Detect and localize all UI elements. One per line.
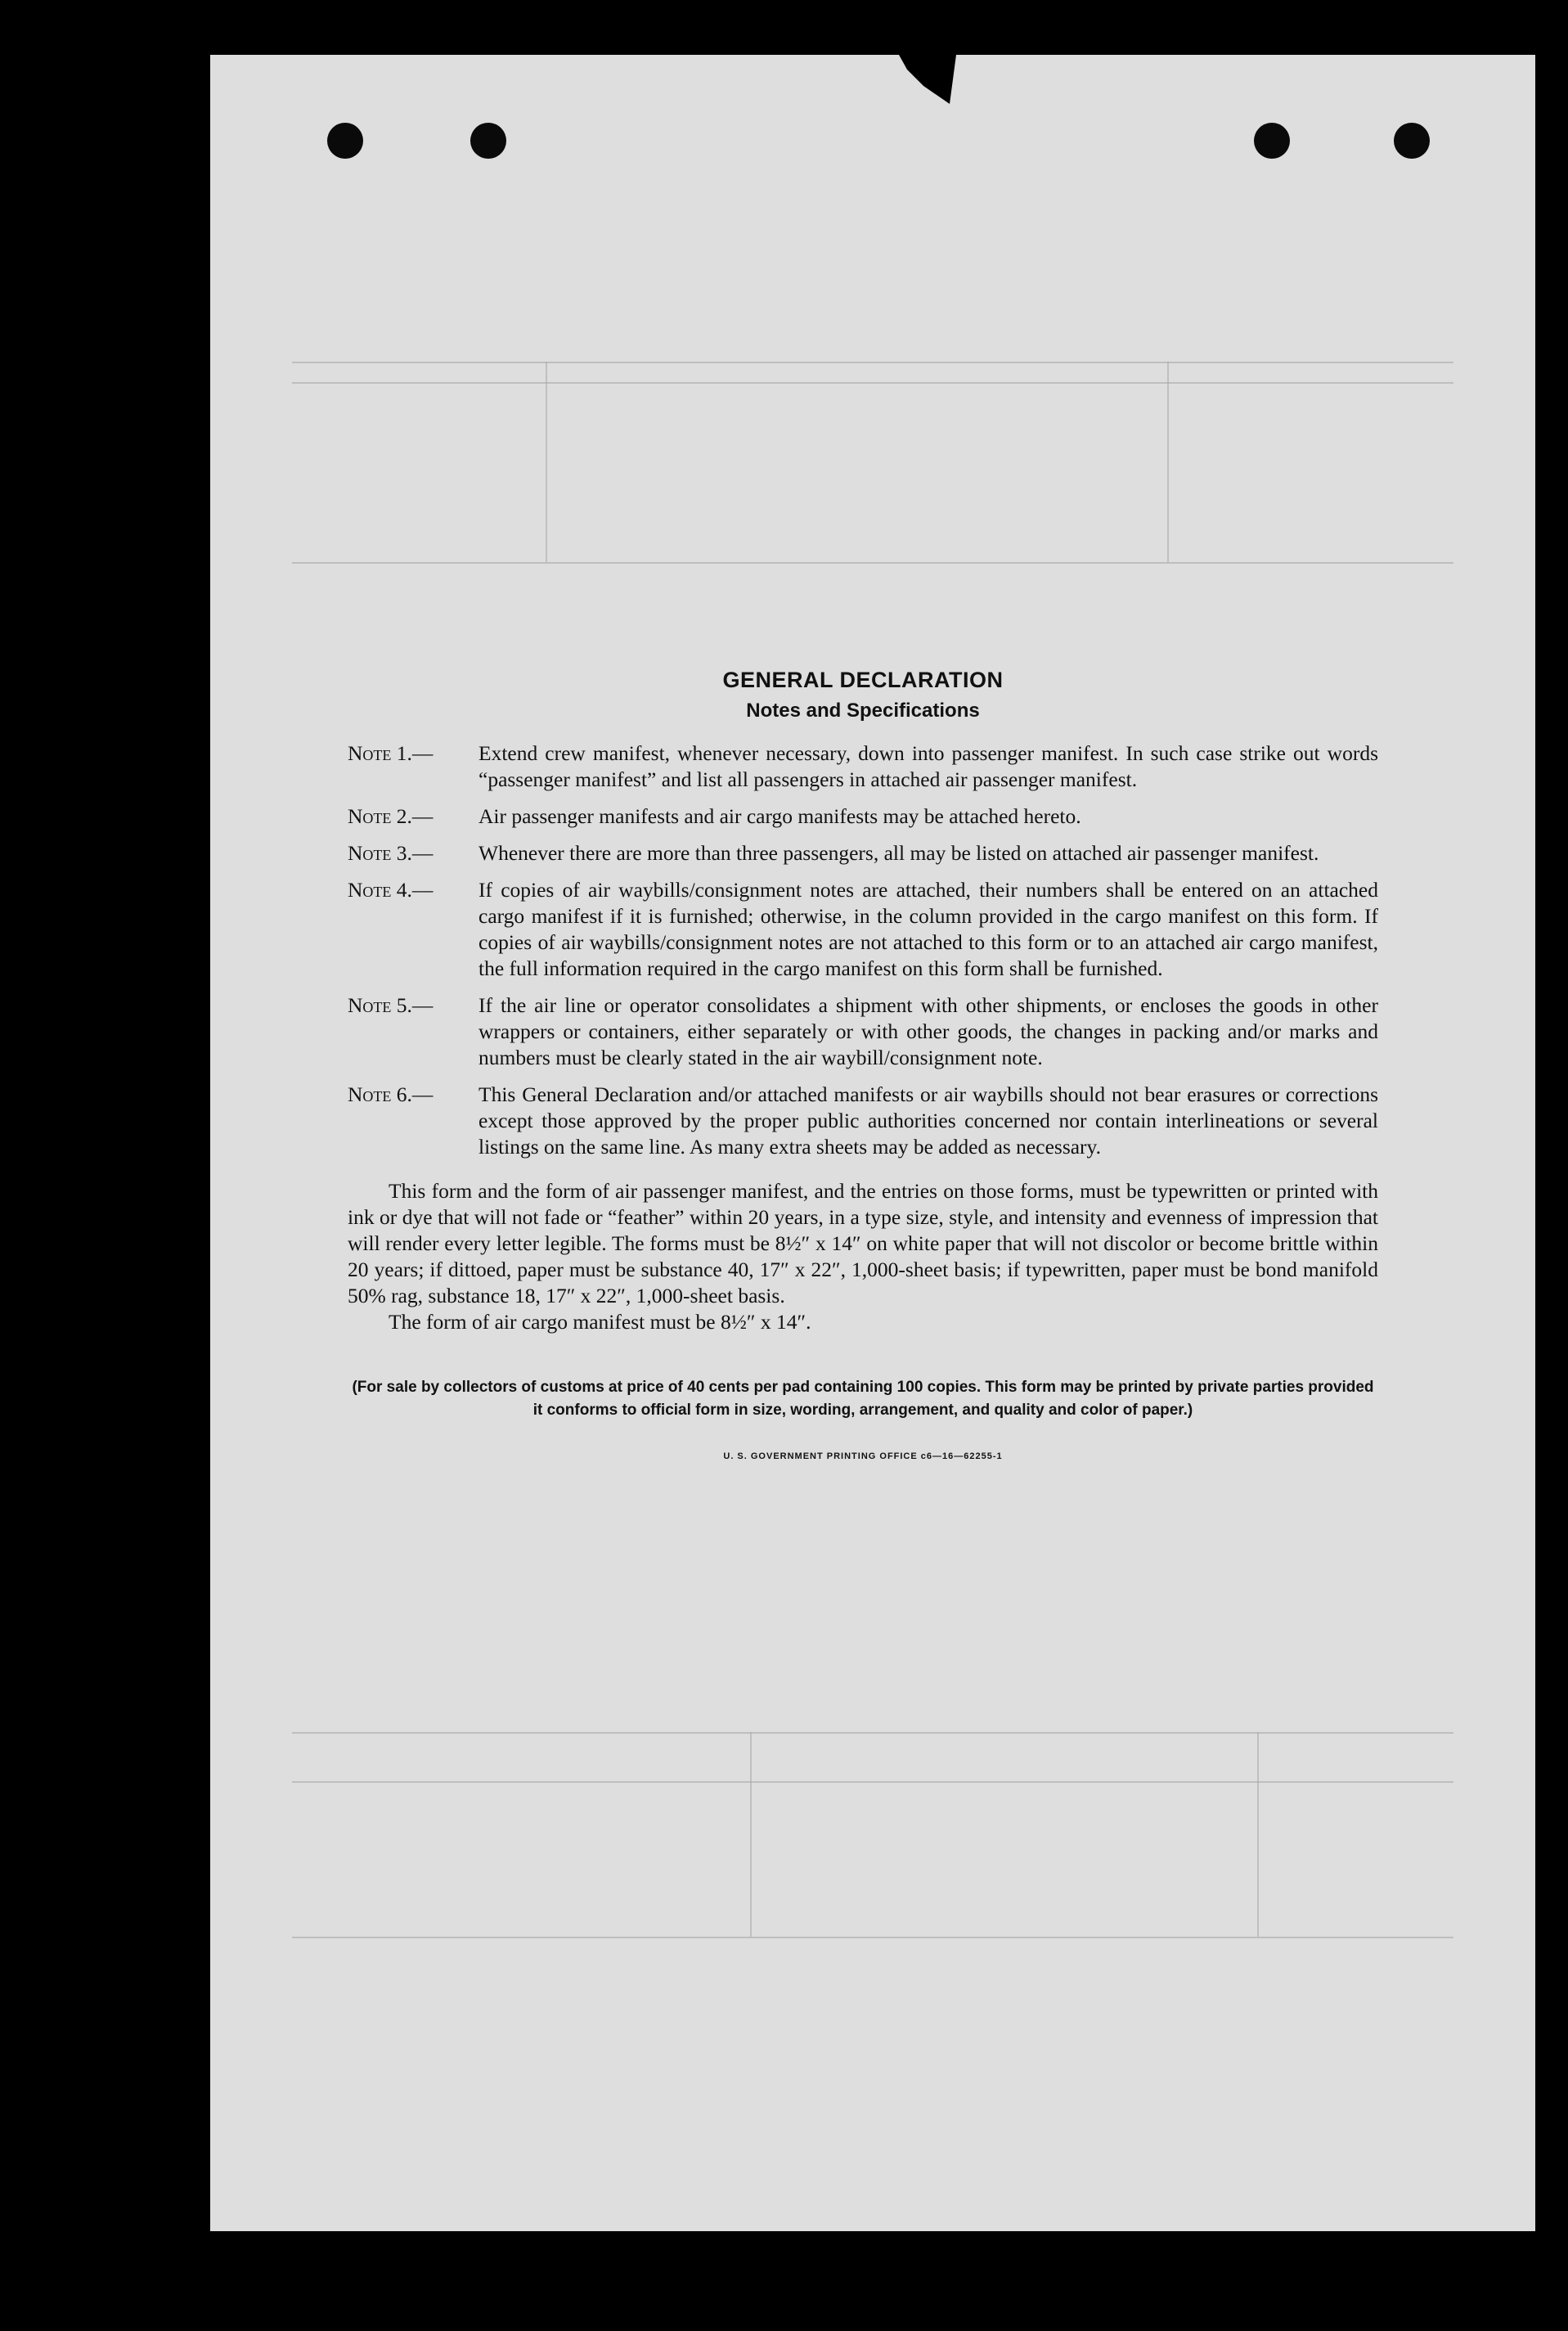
- punch-hole-left-2: [470, 123, 506, 159]
- note-label: Note 5.—: [348, 993, 434, 1017]
- document-page: [210, 55, 1535, 2231]
- bleed-through-rule: [292, 382, 1453, 384]
- note-4: [348, 877, 1378, 982]
- note-label: Note 1.—: [348, 741, 434, 765]
- note-5: [348, 992, 1378, 1071]
- printing-office-line: U. S. GOVERNMENT PRINTING OFFICE c6—16—62255-1: [723, 1451, 1003, 1461]
- punch-hole-right-2: [1394, 123, 1430, 159]
- bleed-through-rule: [1257, 1732, 1259, 1937]
- note-3: [348, 840, 1378, 866]
- note-text: If copies of air waybills/consignment notes are attached, their numbers shall be entered on an attached cargo manifest if it is furnished; otherwise, in the column provided in the cargo manifest on this form. If copies of air waybills/consignment notes are not attached to this form or to an attached air cargo manifest, the full information required in the cargo manifest on this form shall be furnished.: [478, 878, 1378, 980]
- specification-paragraph: This form and the form of air passenger manifest, and the entries on those forms, must be typewritten or printed with ink or dye that will not fade or “feather” within 20 years, in a type size, style, and intensity and evenness of impression that will render every letter legible. The forms must be 8½″ x 14″ on white paper that will not discolor or become brittle within 20 years; if dittoed, paper must be substance 40, 17″ x 22″, 1,000-sheet basis; if typewritten, paper must be bond manifold 50% rag, substance 18, 17″ x 22″, 1,000-sheet basis.: [348, 1179, 1378, 1307]
- note-text: Whenever there are more than three passengers, all may be listed on attached air passenger manifest.: [478, 841, 1319, 865]
- punch-hole-right-1: [1254, 123, 1290, 159]
- bleed-through-rule: [750, 1732, 752, 1937]
- bleed-through-rule: [292, 1937, 1453, 1938]
- bleed-through-rule: [1167, 362, 1169, 562]
- note-label: Note 6.—: [348, 1082, 434, 1106]
- note-label: Note 2.—: [348, 804, 434, 828]
- note-text: If the air line or operator consolidates a shipment with other shipments, or encloses the goods in other wrappers or containers, either separately or with other goods, the changes in packing and/or marks and numbers must be clearly stated in the air waybill/consignment note.: [478, 993, 1378, 1069]
- torn-notch-shape: [899, 55, 956, 112]
- punch-hole-left-1: [327, 123, 363, 159]
- bleed-through-rule: [292, 1732, 1453, 1734]
- sale-notice: (For sale by collectors of customs at price of 40 cents per pad containing 100 copies. This form may be printed by private parties provided it conforms to official form in size, wording, arrangement, and quality and color of paper.): [352, 1379, 1374, 1419]
- page-subtitle: Notes and Specifications: [746, 700, 980, 722]
- bleed-through-rule: [292, 562, 1453, 564]
- cargo-manifest-size-paragraph: The form of air cargo manifest must be 8½″ x 14″.: [389, 1310, 811, 1334]
- note-text: Air passenger manifests and air cargo manifests may be attached hereto.: [478, 804, 1081, 828]
- note-text: This General Declaration and/or attached manifests or air waybills should not bear erasures or corrections except those approved by the proper public authorities concerned nor contain interlineations or several listings on the same line. As many extra sheets may be added as necessary.: [478, 1082, 1378, 1159]
- note-6: [348, 1082, 1378, 1160]
- bleed-through-rule: [292, 1781, 1453, 1783]
- note-label: Note 4.—: [348, 878, 434, 902]
- note-1: [348, 740, 1378, 793]
- note-2: [348, 803, 1378, 830]
- notes-section: [348, 667, 1378, 1469]
- bleed-through-rule: [546, 362, 547, 562]
- page-title: GENERAL DECLARATION: [722, 668, 1004, 692]
- bleed-through-rule: [292, 362, 1453, 363]
- note-label: Note 3.—: [348, 841, 434, 865]
- note-text: Extend crew manifest, whenever necessary, down into passenger manifest. In such case strike out words “passenger manifest” and list all passengers in attached air passenger manifest.: [478, 741, 1378, 791]
